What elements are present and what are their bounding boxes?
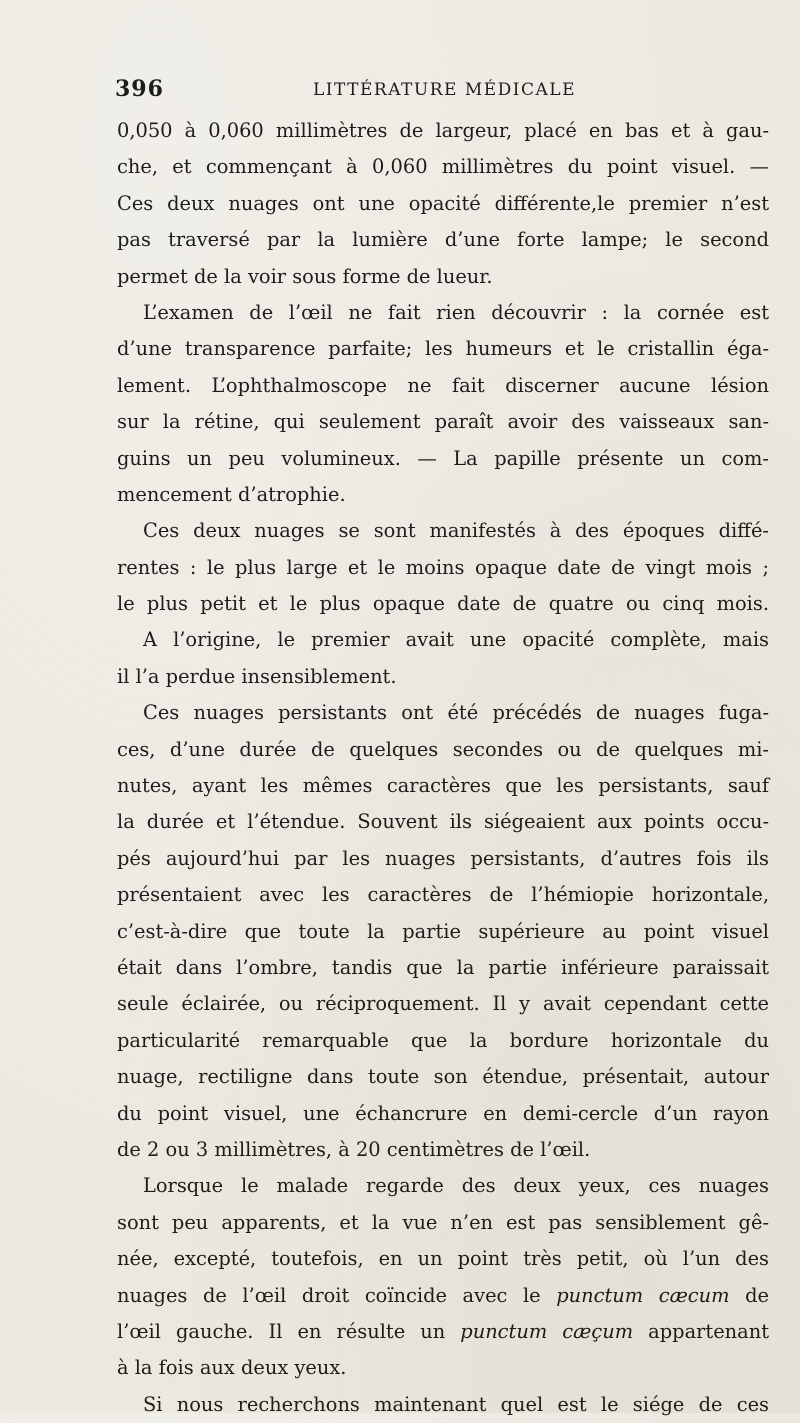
text-line: Ces nuages persistants ont été précédés de nuages fuga-: [143, 701, 769, 725]
text-line: ces, d’une durée de quelques secondes ou de quelques mi-: [117, 737, 769, 761]
text-line: seule éclairée, ou réciproquement. Il y avait cependant cette: [117, 992, 769, 1016]
text-line: du point visuel, une échancrure en demi-cercle d’un rayon: [117, 1101, 769, 1125]
text-line: particularité remarquable que la bordure horizontale du: [117, 1028, 769, 1052]
text-line: [117, 1314, 769, 1350]
body-text: [117, 113, 769, 1423]
text-line: mencement d’atrophie.: [117, 482, 346, 506]
text-line: de 2 ou 3 millimètres, à 20 centimètres de l’œil.: [117, 1137, 591, 1161]
text-line: la durée et l’étendue. Souvent ils siégeaient aux points occu-: [117, 810, 769, 834]
text-line: che, et commençant à 0,060 millimètres du point visuel. —: [117, 155, 769, 179]
text-line: le plus petit et le plus opaque date de quatre ou cinq mois.: [117, 592, 769, 616]
text-line: nuage, rectiligne dans toute son étendue, présentait, autour: [117, 1065, 769, 1089]
text-line: née, excepté, toutefois, en un point très petit, où l’un des: [117, 1247, 769, 1271]
text-fragment: nuages de l’œil droit coïncide avec le: [117, 1283, 557, 1307]
text-line: A l’origine, le premier avait une opacité complète, mais: [143, 628, 769, 652]
page-number: 396: [115, 76, 164, 102]
text-line: 0,050 à 0,060 millimètres de largeur, placé en bas et à gau-: [117, 119, 769, 142]
text-line: sont peu apparents, et la vue n’en est pas sensiblement gê-: [117, 1210, 769, 1234]
text-fragment: de: [729, 1283, 770, 1307]
text-line: L’examen de l’œil ne fait rien découvrir : la cornée est: [143, 300, 769, 324]
page-header: [115, 76, 768, 106]
text-line: permet de la voir sous forme de lueur.: [117, 264, 493, 288]
running-head: LITTÉRATURE MÉDICALE: [313, 80, 576, 100]
text-line: c’est-à-dire que toute la partie supérieure au point visuel: [117, 919, 769, 943]
text-line: Ces deux nuages ont une opacité différente,le premier n’est: [117, 191, 769, 215]
text-line: d’une transparence parfaite; les humeurs et le cristallin éga-: [117, 337, 769, 361]
text-line: présentaient avec les caractères de l’hémiopie horizontale,: [117, 883, 769, 907]
text-line: était dans l’ombre, tandis que la partie inférieure paraissait: [117, 955, 769, 979]
latin-term: punctum cæçum: [460, 1319, 634, 1343]
latin-term: punctum cæcum: [556, 1283, 730, 1307]
text-fragment: appartenant: [633, 1319, 769, 1343]
text-line: pas traversé par la lumière d’une forte lampe; le second: [117, 228, 769, 252]
text-line: Ces deux nuages se sont manifestés à des époques diffé-: [143, 519, 769, 543]
text-line: il l’a perdue insensiblement.: [117, 664, 397, 688]
text-line: rentes : le plus large et le moins opaque date de vingt mois ;: [117, 555, 769, 579]
text-line: Si nous recherchons maintenant quel est le siége de ces: [143, 1392, 769, 1416]
text-line: à la fois aux deux yeux.: [117, 1356, 347, 1380]
text-line: sur la rétine, qui seulement paraît avoir des vaisseaux san-: [117, 410, 769, 434]
text-line: Lorsque le malade regarde des deux yeux, ces nuages: [143, 1174, 769, 1198]
text-line: [117, 1278, 769, 1314]
text-line: lement. L’ophthalmoscope ne fait discerner aucune lésion: [117, 373, 769, 397]
text-line: nutes, ayant les mêmes caractères que les persistants, sauf: [117, 774, 769, 798]
text-line: pés aujourd’hui par les nuages persistants, d’autres fois ils: [117, 846, 769, 870]
text-line: guins un peu volumineux. — La papille présente un com-: [117, 446, 769, 470]
text-fragment: l’œil gauche. Il en résulte un: [117, 1319, 461, 1343]
